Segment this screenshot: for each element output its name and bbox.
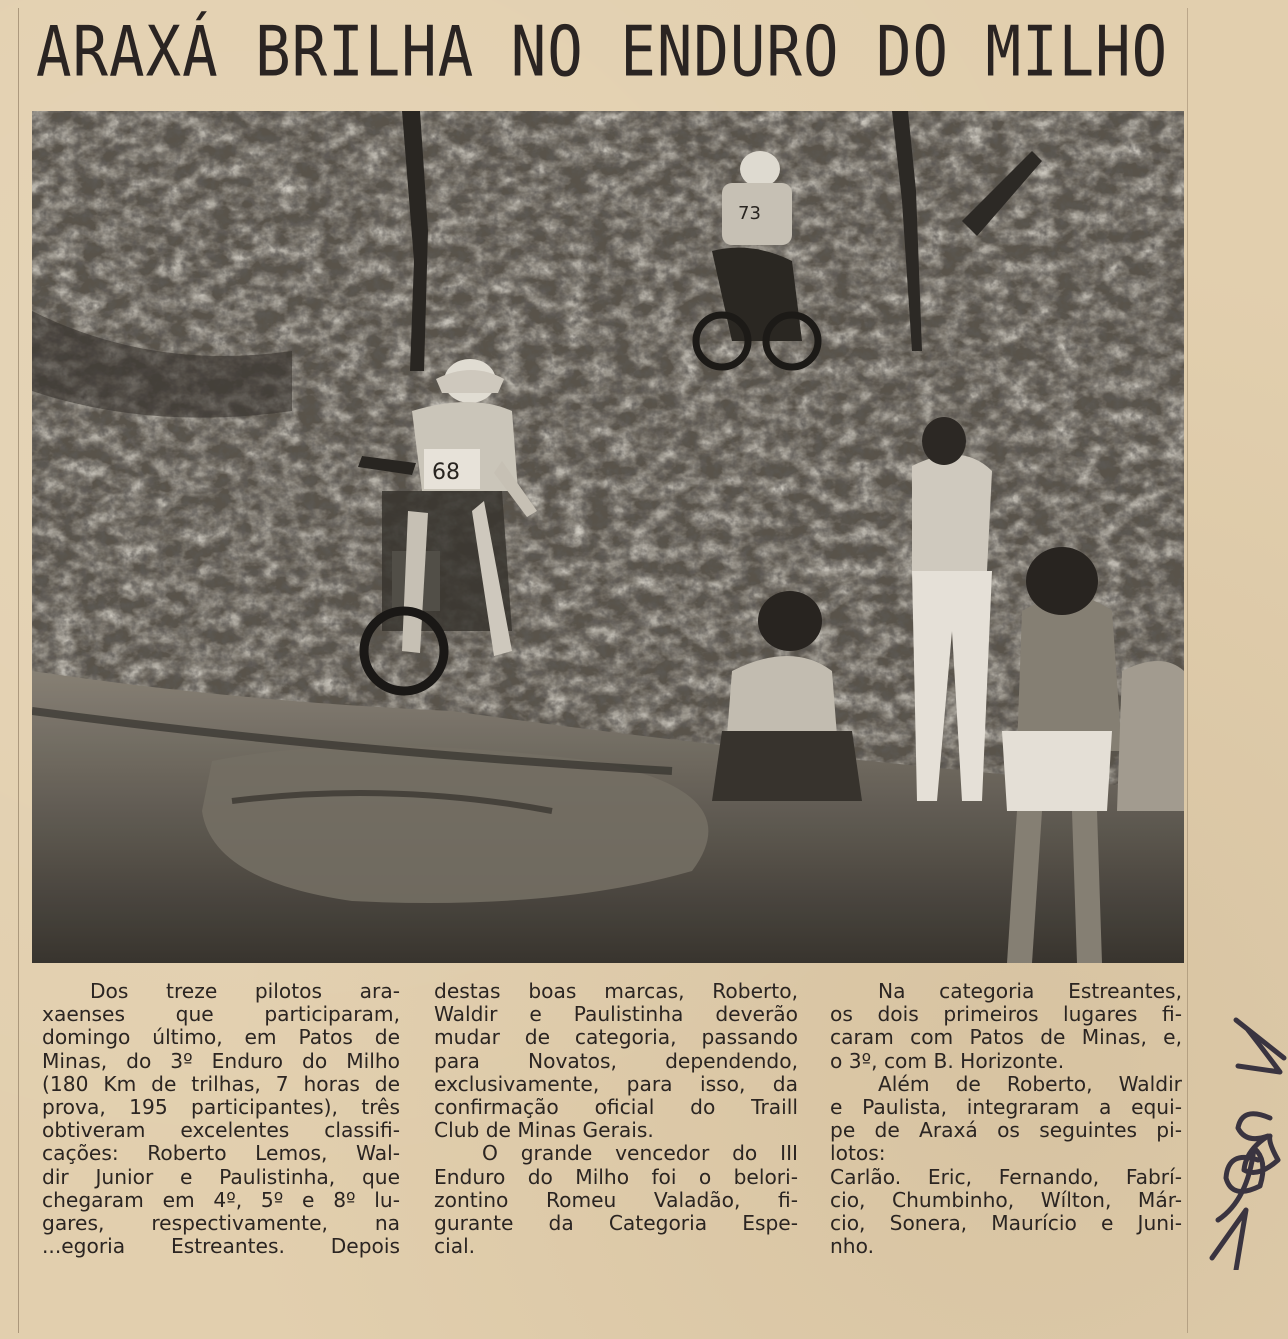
article-line: cial. bbox=[434, 1234, 476, 1259]
article-line: xaenses que participaram, bbox=[42, 1002, 400, 1027]
enduro-photo bbox=[32, 111, 1184, 963]
article-line: exclusivamente, para isso, da bbox=[434, 1071, 798, 1096]
article-column-2 bbox=[434, 980, 798, 1258]
article-line: dir Junior e Paulistinha, que bbox=[42, 1164, 400, 1189]
article-line: e Paulista, integraram a equi- bbox=[830, 1095, 1182, 1120]
article-column-1 bbox=[42, 980, 400, 1258]
article-line: pe de Araxá os seguintes pi- bbox=[830, 1118, 1182, 1143]
article-line: ...egoria Estreantes. Depois bbox=[42, 1234, 400, 1259]
rider-front-number: 68 bbox=[432, 460, 460, 485]
article-line: gares, respectivamente, na bbox=[42, 1211, 400, 1236]
article-line: caram com Patos de Minas, e, bbox=[830, 1025, 1182, 1050]
article-line: mudar de categoria, passando bbox=[434, 1025, 798, 1050]
article-line: (180 Km de trilhas, 7 horas de bbox=[42, 1071, 400, 1096]
article-line: Minas, do 3º Enduro do Milho bbox=[42, 1048, 400, 1073]
article-line: O grande vencedor do III bbox=[482, 1141, 798, 1166]
article-line: o 3º, com B. Horizonte. bbox=[830, 1048, 1065, 1073]
article-line: para Novatos, dependendo, bbox=[434, 1048, 798, 1073]
article-line: Club de Minas Gerais. bbox=[434, 1118, 654, 1143]
article-line: Além de Roberto, Waldir bbox=[878, 1071, 1182, 1096]
article-line: Dos treze pilotos ara- bbox=[90, 979, 400, 1003]
rider-back-number: 73 bbox=[738, 203, 761, 224]
article-line: obtiveram excelentes classifi- bbox=[42, 1118, 400, 1143]
article-line: Na categoria Estreantes, bbox=[878, 979, 1182, 1003]
article-line: Carlão. Eric, Fernando, Fabrí- bbox=[830, 1164, 1182, 1189]
article-line: cações: Roberto Lemos, Wal- bbox=[42, 1141, 400, 1166]
article-line: prova, 195 participantes), três bbox=[42, 1095, 400, 1120]
headline: ARAXÁ BRILHA NO ENDURO DO MILHO bbox=[36, 10, 1169, 93]
article-line: cio, Chumbinho, Wílton, Már- bbox=[830, 1187, 1182, 1212]
article-line: cio, Sonera, Maurício e Juni- bbox=[830, 1211, 1182, 1236]
article-line: domingo último, em Patos de bbox=[42, 1025, 400, 1050]
article-line: zontino Romeu Valadão, fi- bbox=[434, 1187, 798, 1212]
article-line: nho. bbox=[830, 1234, 875, 1259]
article-line: Enduro do Milho foi o belori- bbox=[434, 1164, 798, 1189]
article-line: gurante da Categoria Espe- bbox=[434, 1211, 798, 1236]
article-column-3 bbox=[830, 980, 1182, 1258]
article-body bbox=[36, 980, 1186, 1310]
article-line: destas boas marcas, Roberto, bbox=[434, 979, 798, 1003]
article-line: confirmação oficial do Traill bbox=[434, 1095, 798, 1120]
handwritten-year-annotation bbox=[1198, 1010, 1288, 1270]
article-line: os dois primeiros lugares fi- bbox=[830, 1002, 1182, 1027]
article-line: chegaram em 4º, 5º e 8º lu- bbox=[42, 1187, 400, 1212]
article-line: lotos: bbox=[830, 1141, 886, 1166]
article-line: Waldir e Paulistinha deverão bbox=[434, 1002, 798, 1027]
